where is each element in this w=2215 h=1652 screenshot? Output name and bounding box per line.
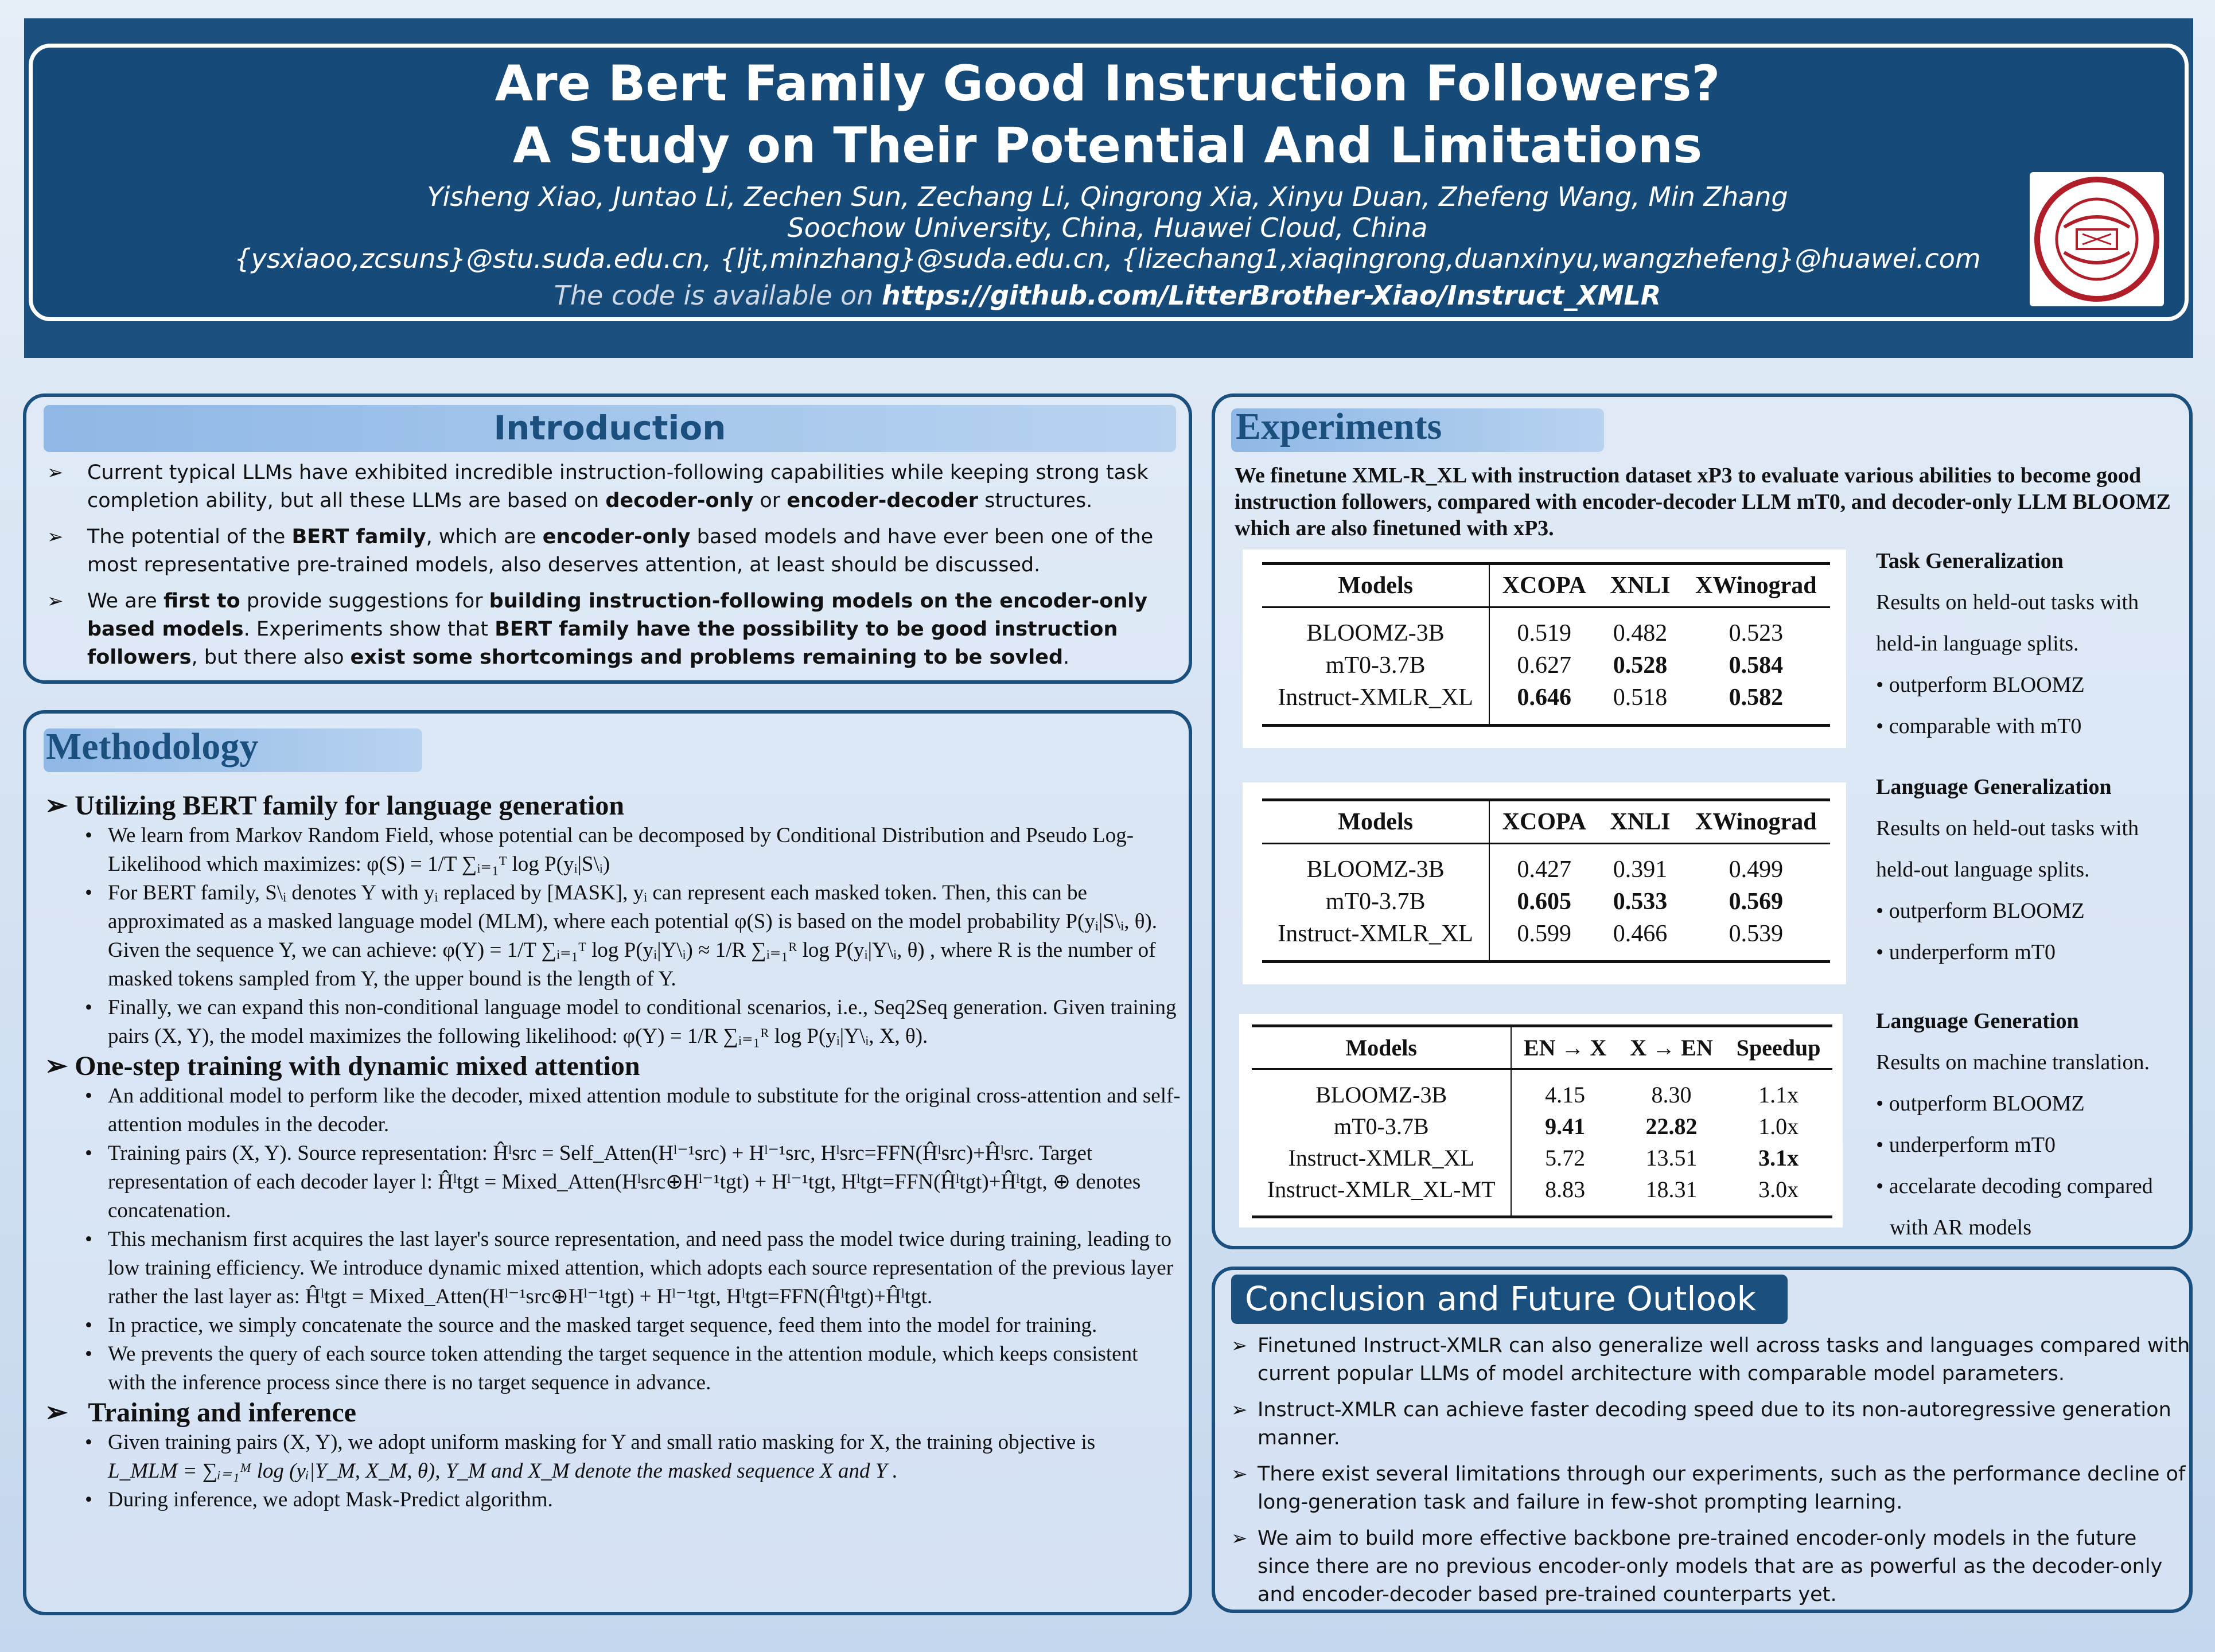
table-row: mT0-3.7B 0.627 0.528 0.584 [1262,649,1830,681]
task-generalization-notes: Task Generalization Results on held-out tasks with held-in language splits. • outperform BLOOMZ • comparable with mT0 [1876,549,2139,738]
arrow-bullet-icon: ➢ [47,590,64,613]
code-prefix: The code is available on [554,280,882,311]
email-list: {ysxiaoo,zcsuns}@stu.suda.edu.cn, {ljt,minzhang}@suda.edu.cn, {lizechang1,xiaqingrong,duanxinyu,wangzhefeng}@huawei.com [234,243,1981,274]
arrow-bullet-icon: ➢ [1231,1463,1248,1486]
table-row: BLOOMZ-3B 4.15 8.30 1.1x [1252,1069,1832,1111]
table-language-generalization: Models XCOPA XNLI XWinograd BLOOMZ-3B 0.427 0.391 0.499 mT0-3.7B 0.605 0.533 0.569 Instruct-XMLR_XL 0.599 0.466 0.539 [1262,798,1830,963]
arrow-bullet-icon: ➢ [47,525,64,548]
subsection-heading: ➢ Utilizing BERT family for language generation [45,790,625,821]
list-item: ➢ There exist several limitations through our experiments, such as the performance decline of long-generation task and failure in few-shot prompting learning. [1221,1460,2190,1517]
table-row: mT0-3.7B 0.605 0.533 0.569 [1262,886,1830,918]
table-row: BLOOMZ-3B 0.519 0.482 0.523 [1262,607,1830,650]
methodology-title: Methodology [46,726,259,767]
subsection-heading: ➢ Training and inference [45,1397,356,1428]
list-item: • We prevents the query of each source token attending the target sequence in the attention module, which keeps consistent with the inference process since there is no target sequence in advance. [85,1342,1138,1394]
experiments-title: Experiments [1236,406,1442,447]
affiliations: Soochow University, China, Huawei Cloud, China [787,212,1428,243]
conclusion-title: Conclusion and Future Outlook [1245,1279,1757,1318]
list-item: ➢ Finetuned Instruct-XMLR can also generalize well across tasks and languages compared with current popular LLMs of model architecture with comparable model parameters. [1221,1332,2190,1388]
list-item: • In practice, we simply concatenate the source and the masked target sequence, feed them into the model for training. [85,1314,1097,1337]
arrow-bullet-icon: ➢ [47,461,64,484]
list-item: • This mechanism first acquires the last layer's source representation, and need pass the model twice during training, leading to low training efficiency. We introduce dynamic mixed attention, which adopts each source representation of the previous layer rather the last layer as: Ĥˡtgt = Mixed_Atten(Hˡ⁻¹src⊕Hˡ⁻¹tgt) + Hˡ⁻¹tgt, Hˡtgt=FFN(Ĥˡtgt)+Ĥˡtgt. [85,1228,1174,1308]
arrow-bullet-icon: ➢ [1231,1334,1248,1357]
poster-title-line2: A Study on Their Potential And Limitations [512,117,1703,174]
equation: L_MLM = ∑ᵢ₌₁ᴹ log (yᵢ|Y_M, X_M, θ), Y_M and X_M denote the masked sequence X and Y . [108,1459,898,1483]
arrow-bullet-icon: ➢ [1231,1527,1248,1550]
list-item: • For BERT family, S\ᵢ denotes Y with yᵢ replaced by [MASK], yᵢ can represent each masked token. Then, this can be approximated as a masked language model (MLM), where each potential φ(S) is based on the model probability P(yᵢ|S\ᵢ, θ). Given the sequence Y, we can achieve: φ(Y) = 1/T ∑ᵢ₌₁ᵀ log P(yᵢ|Y\ᵢ) ≈ 1/R ∑ᵢ₌₁ᴿ log P(yᵢ|Y\ᵢ, θ) , where R is the number of masked tokens sampled from Y, the upper bound is the length of Y. [85,881,1157,991]
methodology-body [45,790,1181,1514]
list-item: ➢ We are first to provide suggestions for building instruction-following models on the encoder-only based models. Experiments show that BERT family have the possibility to be good instruction followers, but there also exist some shortcomings and problems remaining to be sovled. [37,587,1178,672]
list-item: • Training pairs (X, Y). Source representation: Ĥˡsrc = Self_Atten(Hˡ⁻¹src) + Hˡ⁻¹src, Hˡsrc=FFN(Ĥˡsrc)+Ĥˡsrc. Target representation of each decoder layer l: Ĥˡtgt = Mixed_Atten(Hˡsrc⊕Hˡ⁻¹tgt) + Hˡ⁻¹tgt, Hˡtgt=FFN(Ĥˡtgt)+Ĥˡtgt, ⊕ denotes concatenation. [85,1141,1141,1222]
introduction-title: Introduction [493,408,726,447]
table-language-generation: Models EN → X X → EN Speedup BLOOMZ-3B 4.15 8.30 1.1x mT0-3.7B 9.41 22.82 1.0x Instruct-XMLR_XL 5.72 13.51 3.1x Instruct-XMLR_XL-MT 8.83 18.31 3.0x [1252,1024,1832,1218]
list-item: ➢ We aim to build more effective backbone pre-trained encoder-only models in the future since there are no previous encoder-only models that are as powerful as the decoder-only and encoder-decoder based pre-trained counterparts yet. [1221,1525,2190,1609]
list-item: • During inference, we adopt Mask-Predict algorithm. [85,1488,553,1511]
code-availability [0,280,2215,311]
table-row: mT0-3.7B 9.41 22.82 1.0x [1252,1111,1832,1142]
university-logo [2030,172,2164,306]
experiments-intro: We finetune XML-R_XL with instruction dataset xP3 to evaluate various abilities to become good instruction followers, compared with encoder-decoder LLM mT0, and decoder-only LLM BLOOMZ which are also finetuned with xP3. [1235,463,2171,540]
introduction-list [37,459,1178,680]
conclusion-list [1221,1332,2190,1617]
subsection-heading: ➢ One-step training with dynamic mixed attention [45,1051,640,1081]
list-item: • Given training pairs (X, Y), we adopt uniform masking for Y and small ratio masking for X, the training objective is [85,1431,1096,1454]
table-row: Instruct-XMLR_XL 0.646 0.518 0.582 [1262,681,1830,726]
arrow-bullet-icon: ➢ [1231,1398,1248,1421]
language-generation-notes: Language Generation Results on machine translation. • outperform BLOOMZ • underperform mT0 • accelarate decoding compared with AR models [1876,1009,2153,1240]
list-item: ➢ The potential of the BERT family, which are encoder-only based models and have ever been one of the most representative pre-trained models, also deserves attention, at least should be discussed. [37,523,1178,579]
list-item: • An additional model to perform like the decoder, mixed attention module to substitute for the original cross-attention and self-attention modules in the decoder. [85,1084,1181,1136]
table-row: Instruct-XMLR_XL 0.599 0.466 0.539 [1262,918,1830,962]
table-task-generalization: Models XCOPA XNLI XWinograd BLOOMZ-3B 0.519 0.482 0.523 mT0-3.7B 0.627 0.528 0.584 Instruct-XMLR_XL 0.646 0.518 0.582 [1262,562,1830,727]
table-row: BLOOMZ-3B 0.427 0.391 0.499 [1262,844,1830,886]
author-list: Yisheng Xiao, Juntao Li, Zechen Sun, Zechang Li, Qingrong Xia, Xinyu Duan, Zhefeng Wang, Min Zhang [427,181,1788,212]
list-item: ➢ Current typical LLMs have exhibited incredible instruction-following capabilities while keeping strong task completion ability, but all these LLMs are based on decoder-only or encoder-decoder structures. [37,459,1178,515]
table-row: Instruct-XMLR_XL-MT 8.83 18.31 3.0x [1252,1174,1832,1217]
list-item: • We learn from Markov Random Field, whose potential can be decomposed by Conditional Distribution and Pseudo Log-Likelihood which maximizes: φ(S) = 1/T ∑ᵢ₌₁ᵀ log P(yᵢ|S\ᵢ) [85,824,1134,876]
table-row: Instruct-XMLR_XL 5.72 13.51 3.1x [1252,1142,1832,1174]
seal-icon [2030,172,2164,306]
poster-title-line1: Are Bert Family Good Instruction Followers? [495,55,1720,112]
code-link[interactable]: https://github.com/LitterBrother-Xiao/Instruct_XMLR [882,280,1661,311]
list-item: • Finally, we can expand this non-conditional language model to conditional scenarios, i.e., Seq2Seq generation. Given training pairs (X, Y), the model maximizes the following likelihood: φ(Y) = 1/R ∑ᵢ₌₁ᴿ log P(yᵢ|Y\ᵢ, X, θ). [85,996,1177,1048]
language-generalization-notes: Language Generalization Results on held-out tasks with held-out language splits. • outperform BLOOMZ • underperform mT0 [1876,775,2139,964]
list-item: ➢ Instruct-XMLR can achieve faster decoding speed due to its non-autoregressive generation manner. [1221,1396,2190,1452]
